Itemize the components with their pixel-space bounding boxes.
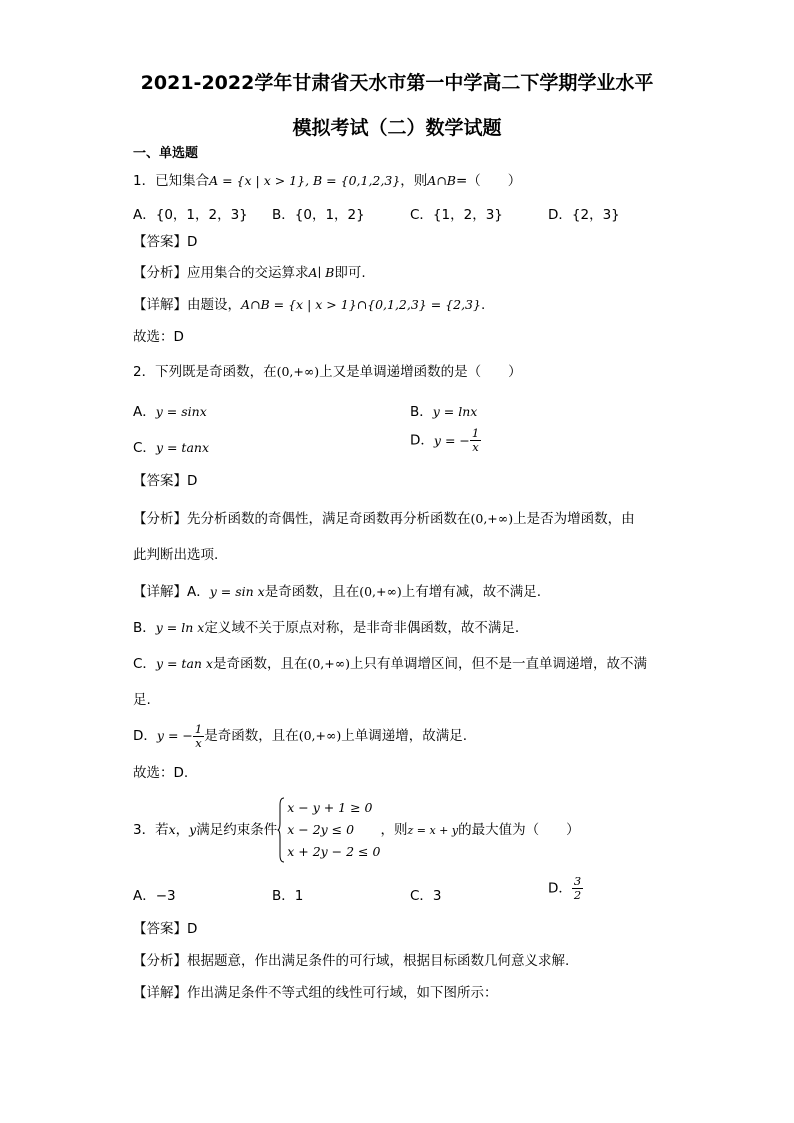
q2-option-d-label: D． <box>410 432 434 449</box>
question-3-stem <box>133 797 580 864</box>
q3-var-y: y <box>189 822 197 837</box>
q2-answer-value: D <box>187 473 198 489</box>
q2-detail-d <box>133 720 467 752</box>
answer-tag: 【答案】 <box>133 473 187 489</box>
q2-detail-d-label: D． <box>133 728 157 744</box>
q2-detail-b-text: 定义域不关于原点对称，是非奇非偶函数，故不满足. <box>204 620 520 636</box>
q2-detail-b <box>133 619 519 637</box>
q3-constraint-system <box>277 797 380 863</box>
q2-detail-a-text: 是奇函数，且在 <box>264 584 360 600</box>
q2-detail-b-math: y = ln x <box>155 620 205 635</box>
q2-analysis-interval: (0,+∞) <box>470 511 514 526</box>
detail-tag: 【详解】 <box>133 297 187 313</box>
q2-option-b-label: B． <box>410 404 433 420</box>
q2-analysis <box>133 510 635 528</box>
detail-tag: 【详解】 <box>133 584 187 600</box>
q3-analysis-text: 根据题意，作出满足条件的可行域，根据目标函数几何意义求解. <box>187 953 570 969</box>
q2-detail-a <box>133 583 541 601</box>
q1-expr: A∩B <box>427 173 456 188</box>
q2-detail-d-text: 是奇函数，且在 <box>204 728 299 744</box>
left-brace-icon <box>277 797 285 863</box>
q2-detail-a-label: A． <box>187 584 210 600</box>
q3-sep: ， <box>175 822 190 838</box>
q3-option-d-label: D． <box>548 880 572 897</box>
q1-analysis-math: A∣ B <box>308 265 335 280</box>
q3-option-d-fraction <box>572 875 583 902</box>
q2-detail-c-math: y = tan x <box>155 656 213 671</box>
q3-detail <box>133 984 498 1002</box>
q2-option-d <box>410 427 481 454</box>
q2-option-c-label: C． <box>133 440 156 456</box>
q3-option-c: C．3 <box>410 888 442 904</box>
analysis-tag: 【分析】 <box>133 953 187 969</box>
page-title-line-1: 2021-2022学年甘肃省天水市第一中学高二下学期学业水平 <box>140 72 654 94</box>
fraction-numerator: 1 <box>194 721 203 736</box>
q2-conclusion: 故选：D. <box>133 765 189 781</box>
q3-stem-b: 满足约束条件 <box>196 822 278 838</box>
q2-option-b-math: y = lnx <box>432 404 478 419</box>
fraction-numerator: 1 <box>471 426 480 440</box>
q2-analysis-text: 先分析函数的奇偶性，满足奇函数再分析函数在 <box>187 511 471 527</box>
q2-detail-d-math: y = − <box>156 728 193 743</box>
q2-option-b <box>410 400 477 420</box>
q2-detail-c-text-2: 上只有单调增区间，但不是一直单调递增，故不满 <box>350 656 648 672</box>
q2-option-a <box>133 400 207 420</box>
q1-option-d: D．{2，3} <box>548 207 620 223</box>
question-2-stem <box>133 363 522 381</box>
q2-detail-c-text: 是奇函数，且在 <box>212 656 308 672</box>
q1-option-c: C．{1，2，3} <box>410 207 503 223</box>
q3-stem-c: ，则 <box>380 822 408 838</box>
fraction-denominator: x <box>195 735 202 750</box>
q1-analysis-text: 应用集合的交运算求 <box>187 265 309 281</box>
q1-option-a: A．{0，1，2，3} <box>133 207 248 223</box>
q3-constraint-3: x + 2y − 2 ≤ 0 <box>287 844 381 859</box>
q2-answer <box>133 472 197 490</box>
q1-mid: ，则 <box>400 173 428 189</box>
q1-detail-end: . <box>480 297 486 313</box>
section-heading: 一、单选题 <box>133 146 199 161</box>
q1-answer-value: D <box>187 234 198 250</box>
q1-sets: A = {x | x > 1}, B = {0,1,2,3} <box>209 173 401 188</box>
q2-detail-c-label: C． <box>133 656 156 672</box>
q3-detail-text: 作出满足条件不等式组的线性可行域，如下图所示： <box>187 985 498 1001</box>
q2-detail-a-interval: (0,+∞) <box>359 584 402 599</box>
q2-detail-c-cont: 足. <box>133 692 151 708</box>
q2-option-a-math: y = sinx <box>155 404 207 419</box>
analysis-tag: 【分析】 <box>133 265 187 281</box>
q3-constraint-1: x − y + 1 ≥ 0 <box>287 800 373 815</box>
q1-detail-math: A∩B = {x | x > 1}∩{0,1,2,3} = {2,3} <box>241 297 481 312</box>
fraction-denominator: x <box>472 440 479 454</box>
q3-var-x: x <box>168 822 176 837</box>
analysis-tag: 【分析】 <box>133 511 187 527</box>
q2-detail-b-label: B． <box>133 620 156 636</box>
q2-detail-c-interval: (0,+∞) <box>307 656 351 671</box>
q1-conclusion: 故选：D <box>133 329 184 345</box>
q3-target: z = x + y <box>407 824 459 837</box>
fraction-denominator: 2 <box>573 888 582 902</box>
answer-tag: 【答案】 <box>133 234 187 250</box>
q3-constraint-2: x − 2y ≤ 0 <box>287 822 355 837</box>
q3-option-a: A．−3 <box>133 888 176 904</box>
q1-option-b: B．{0，1，2} <box>272 207 365 223</box>
q2-option-d-math: y = − <box>433 433 470 448</box>
q3-stem-a: 3．若 <box>133 822 169 838</box>
q2-option-c-math: y = tanx <box>155 440 209 455</box>
q2-detail-a-math: y = sin x <box>209 584 265 599</box>
page-title-line-2: 模拟考试（二）数学试题 <box>292 117 502 139</box>
q1-answer <box>133 233 197 251</box>
q1-analysis <box>133 264 366 282</box>
q2-stem-a: 2．下列既是奇函数，在 <box>133 364 277 380</box>
q1-analysis-text-end: 即可. <box>334 265 366 281</box>
answer-tag: 【答案】 <box>133 921 187 937</box>
q3-option-b: B．1 <box>272 888 304 904</box>
q2-stem-b: 上又是单调递增函数的是（ ） <box>319 364 522 380</box>
q1-prefix: 1．已知集合 <box>133 173 210 189</box>
q3-analysis <box>133 952 569 970</box>
detail-tag: 【详解】 <box>133 985 187 1001</box>
q3-stem-d: 的最大值为（ ） <box>458 822 580 838</box>
q2-option-a-label: A． <box>133 404 156 420</box>
q3-answer <box>133 920 197 938</box>
question-1-stem <box>133 172 521 190</box>
q2-analysis-text-2: 上是否为增函数，由 <box>513 511 635 527</box>
q2-option-c <box>133 436 209 456</box>
fraction-numerator: 3 <box>573 874 582 888</box>
q2-detail-a-text-2: 上有增有减，故不满足. <box>401 584 542 600</box>
q3-answer-value: D <box>187 921 198 937</box>
q1-detail <box>133 296 485 314</box>
q2-option-d-fraction <box>470 427 481 454</box>
q1-suffix: =（ ） <box>455 173 522 189</box>
q2-interval: (0,+∞) <box>276 364 320 379</box>
q2-detail-d-text-2: 上单调递增，故满足. <box>341 728 468 744</box>
q2-detail-d-interval: (0,+∞) <box>298 728 342 743</box>
q1-detail-text: 由题设， <box>187 297 241 313</box>
q3-option-d <box>548 875 583 902</box>
q2-detail-c <box>133 655 647 673</box>
q2-detail-d-fraction <box>193 723 204 750</box>
q2-analysis-cont: 此判断出选项. <box>133 547 219 563</box>
